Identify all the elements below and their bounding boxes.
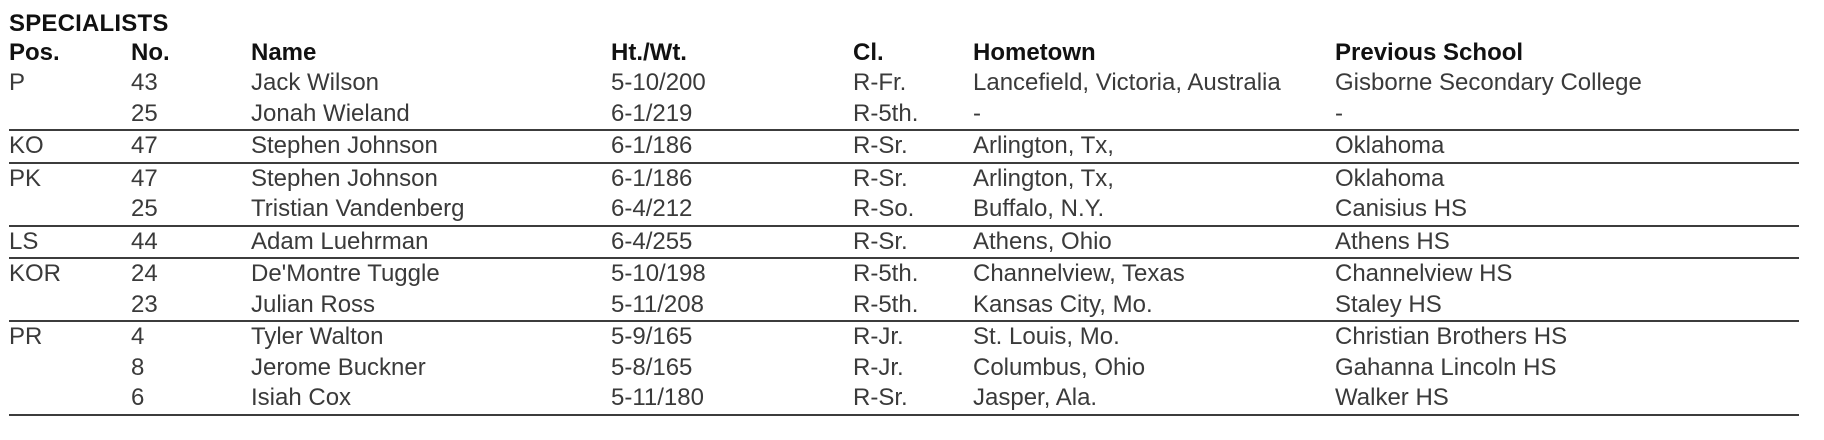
- table-row: [9, 321, 1799, 353]
- header-hometown: Hometown: [973, 39, 1096, 66]
- cell-name: De'Montre Tuggle: [251, 260, 440, 288]
- cell-previous-school: Oklahoma: [1335, 164, 1445, 192]
- cell-class: R-5th.: [853, 260, 919, 288]
- section-title: SPECIALISTS: [9, 10, 169, 37]
- cell-no: 47: [131, 130, 251, 163]
- cell-name: Julian Ross: [251, 290, 611, 322]
- header-previous-school: Previous School: [1335, 39, 1524, 66]
- cell-hometown: Lancefield, Victoria, Australia: [973, 69, 1281, 97]
- cell-name: Stephen Johnson: [251, 164, 438, 192]
- cell-no: 44: [131, 226, 251, 259]
- cell-pos: KO: [9, 130, 131, 163]
- cell-htwt: 6-1/219: [611, 99, 853, 131]
- cell-no: 4: [131, 323, 145, 351]
- cell-no: 43: [131, 69, 158, 97]
- cell-htwt: 5-11/208: [611, 290, 853, 322]
- cell-hometown: Kansas City, Mo.: [973, 290, 1335, 322]
- cell-class: R-5th.: [853, 290, 973, 322]
- cell-hometown: Buffalo, N.Y.: [973, 194, 1335, 226]
- cell-name: Adam Luehrman: [251, 226, 611, 259]
- cell-htwt: 5-10/198: [611, 260, 706, 288]
- cell-name: Jonah Wieland: [251, 99, 611, 131]
- cell-class: R-Fr.: [853, 69, 907, 97]
- cell-pos: [9, 353, 131, 384]
- cell-pos: KOR: [9, 260, 62, 288]
- cell-pos: [9, 290, 131, 322]
- cell-htwt: 6-4/255: [611, 226, 853, 259]
- cell-previous-school: Athens HS: [1335, 226, 1799, 259]
- cell-hometown: Athens, Ohio: [973, 226, 1335, 259]
- table-row: [9, 194, 1799, 226]
- table-row: [9, 290, 1799, 322]
- cell-no: 25: [131, 99, 251, 131]
- cell-hometown: Arlington, Tx,: [973, 130, 1335, 163]
- specialists-document: [9, 10, 1799, 416]
- cell-class: R-5th.: [853, 99, 973, 131]
- cell-name: Tyler Walton: [251, 323, 384, 351]
- cell-class: R-Sr.: [853, 226, 973, 259]
- cell-htwt: 5-11/180: [611, 383, 853, 415]
- cell-name: Tristian Vandenberg: [251, 194, 611, 226]
- header-name: Name: [251, 39, 317, 66]
- table-row: [9, 99, 1799, 131]
- cell-htwt: 6-1/186: [611, 164, 693, 192]
- cell-name: Jack Wilson: [251, 69, 380, 97]
- cell-hometown: -: [973, 99, 1335, 131]
- header-row: [9, 38, 1799, 68]
- cell-htwt: 5-9/165: [611, 323, 693, 351]
- cell-class: R-Jr.: [853, 323, 904, 351]
- table-row: [9, 258, 1799, 290]
- cell-no: 8: [131, 353, 145, 381]
- cell-hometown: St. Louis, Mo.: [973, 323, 1120, 351]
- cell-previous-school: Channelview HS: [1335, 260, 1513, 288]
- cell-class: R-Sr.: [853, 383, 973, 415]
- cell-pos: PR: [9, 323, 43, 351]
- cell-no: 24: [131, 260, 158, 288]
- cell-previous-school: Gahanna Lincoln HS: [1335, 353, 1557, 381]
- table-row: [9, 68, 1799, 99]
- header-no: No.: [131, 39, 170, 66]
- cell-hometown: Arlington, Tx,: [973, 164, 1114, 192]
- cell-no: 47: [131, 164, 158, 192]
- cell-pos: P: [9, 69, 26, 97]
- cell-previous-school: Staley HS: [1335, 290, 1799, 322]
- cell-hometown: Channelview, Texas: [973, 260, 1185, 288]
- cell-previous-school: Canisius HS: [1335, 194, 1799, 226]
- cell-previous-school: Oklahoma: [1335, 130, 1799, 163]
- cell-name: Stephen Johnson: [251, 130, 611, 163]
- cell-name: Jerome Buckner: [251, 353, 426, 381]
- table-row: [9, 383, 1799, 415]
- cell-pos: LS: [9, 226, 131, 259]
- table-row: [9, 226, 1799, 259]
- header-class: Cl.: [853, 39, 884, 66]
- cell-no: 23: [131, 290, 251, 322]
- cell-name: Isiah Cox: [251, 383, 611, 415]
- cell-pos: PK: [9, 164, 42, 192]
- cell-pos: [9, 194, 131, 226]
- cell-no: 6: [131, 383, 251, 415]
- header-pos: Pos.: [9, 39, 60, 66]
- cell-class: R-So.: [853, 194, 973, 226]
- cell-class: R-Sr.: [853, 130, 973, 163]
- cell-hometown: Columbus, Ohio: [973, 353, 1146, 381]
- cell-hometown: Jasper, Ala.: [973, 383, 1335, 415]
- cell-previous-school: -: [1335, 99, 1799, 131]
- cell-htwt: 6-1/186: [611, 130, 853, 163]
- cell-previous-school: Walker HS: [1335, 383, 1799, 415]
- cell-pos: [9, 99, 131, 131]
- table-row: [9, 163, 1799, 195]
- cell-previous-school: Christian Brothers HS: [1335, 323, 1568, 351]
- cell-pos: [9, 383, 131, 415]
- header-htwt: Ht./Wt.: [611, 39, 687, 66]
- cell-no: 25: [131, 194, 251, 226]
- cell-previous-school: Gisborne Secondary College: [1335, 69, 1642, 97]
- cell-htwt: 6-4/212: [611, 194, 853, 226]
- cell-class: R-Jr.: [853, 353, 904, 381]
- table-row: [9, 353, 1799, 384]
- table-row: [9, 130, 1799, 163]
- cell-htwt: 5-10/200: [611, 69, 706, 97]
- cell-class: R-Sr.: [853, 164, 908, 192]
- cell-htwt: 5-8/165: [611, 353, 693, 381]
- roster-table: [9, 38, 1799, 416]
